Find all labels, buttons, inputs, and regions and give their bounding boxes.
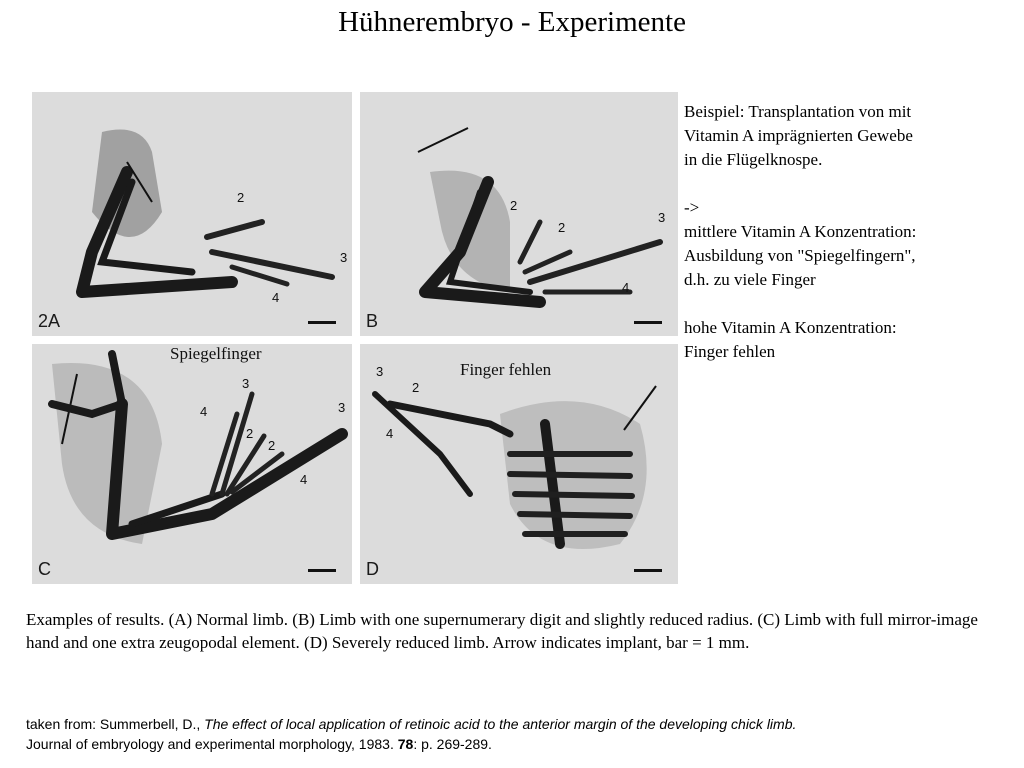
digit-label: 2	[246, 426, 254, 441]
panel-letter: D	[366, 559, 379, 579]
finger-fehlen-label: Finger fehlen	[460, 360, 552, 379]
slide-title: Hühnerembryo - Experimente	[338, 6, 686, 38]
panel-letter: C	[38, 559, 51, 579]
digit-label: 4	[386, 426, 394, 441]
side-text-line: Beispiel: Transplantation von mit	[684, 102, 912, 121]
digit-label: 4	[272, 290, 280, 305]
digit-label: 3	[658, 210, 666, 225]
scale-bar	[308, 321, 336, 324]
side-text-line: Finger fehlen	[684, 342, 776, 361]
panel-b	[360, 92, 678, 336]
panel-c-limb-illustration	[32, 344, 352, 584]
digit-label: 3	[338, 400, 346, 415]
digit-label: 4	[622, 280, 630, 295]
scale-bar	[634, 321, 662, 324]
side-text-line: Ausbildung von "Spiegelfingern",	[684, 246, 916, 265]
panel-a-limb-illustration	[32, 92, 352, 336]
digit-label: 2	[412, 380, 420, 395]
reference-volume: 78	[397, 736, 414, 752]
side-text-line: mittlere Vitamin A Konzentration:	[684, 222, 917, 241]
side-text-line: ->	[684, 198, 700, 217]
reference-prefix: taken from: Summerbell, D.,	[26, 716, 205, 732]
digit-label: 3	[242, 376, 250, 391]
digit-label: 4	[200, 404, 208, 419]
side-text	[684, 100, 1004, 364]
digit-label: 2	[268, 438, 276, 453]
panel-letter: 2A	[38, 311, 61, 331]
side-text-line: hohe Vitamin A Konzentration:	[684, 318, 897, 337]
panel-letter: B	[366, 311, 379, 331]
panel-d-limb-illustration	[360, 344, 678, 584]
reference-title: The effect of local application of retinoic acid to the anterior margin of the developing chick limb.	[204, 716, 797, 732]
side-text-line: in die Flügelknospe.	[684, 150, 823, 169]
spiegelfinger-label: Spiegelfinger	[170, 344, 262, 363]
digit-label: 2	[237, 190, 245, 205]
scale-bar	[634, 569, 662, 572]
side-text-line: d.h. zu viele Finger	[684, 270, 816, 289]
digit-label: 3	[376, 364, 384, 379]
panel-a	[32, 92, 352, 336]
digit-label: 4	[300, 472, 308, 487]
reference	[26, 714, 1006, 754]
reference-journal: Journal of embryology and experimental morphology, 1983.	[26, 736, 398, 752]
panel-b-limb-illustration	[360, 92, 678, 336]
digit-label: 2	[558, 220, 566, 235]
panel-d	[360, 344, 678, 584]
scale-bar	[308, 569, 336, 572]
side-text-line: Vitamin A imprägnierten Gewebe	[684, 126, 913, 145]
digit-label: 3	[340, 250, 348, 265]
figure	[28, 90, 682, 590]
panel-c	[32, 344, 352, 584]
figure-caption: Examples of results. (A) Normal limb. (B) Limb with one supernumerary digit and slightly reduced radius. (C) Limb with full mirror-image hand and one extra zeugopodal element. (D) Severely reduced limb. Arrow indicates implant, bar = 1 mm.	[26, 610, 978, 652]
reference-pages: : p. 269-289.	[413, 736, 492, 752]
digit-label: 2	[510, 198, 518, 213]
